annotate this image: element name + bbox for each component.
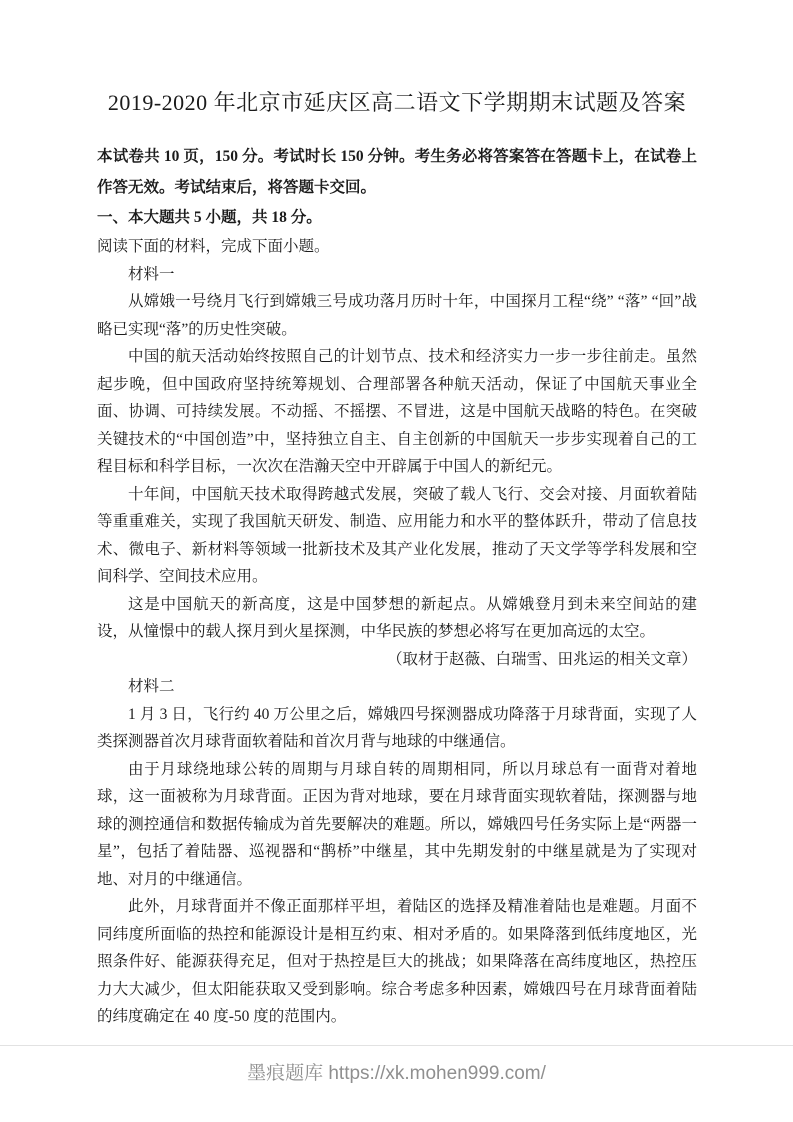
- footer-site-link[interactable]: https://xk.mohen999.com/: [328, 1063, 546, 1084]
- material-two-paragraph: 1 月 3 日，飞行约 40 万公里之后，嫦娥四号探测器成功降落于月球背面，实现了人类探测器首次月球背面软着陆和首次月背与地球的中继通信。: [97, 705, 697, 750]
- material-one-paragraph: 十年间，中国航天技术取得跨越式发展，突破了载人飞行、交会对接、月面软着陆等重重难关，实现了我国航天研发、制造、应用能力和水平的整体跃升，带动了信息技术、微电子、新材料等领域一批新技术及其产业化发展，推动了天文学等学科发展和空间科学、空间技术应用。: [97, 485, 697, 585]
- material-one-paragraph: 中国的航天活动始终按照自己的计划节点、技术和经济实力一步一步往前走。虽然起步晚，但中国政府坚持统筹规划、合理部署各种航天活动，保证了中国航天事业全面、协调、可持续发展。不动摇、不摇摆、不冒进，这是中国航天战略的特色。在突破关键技术的“中国创造”中，坚持独立自主、自主创新的中国航天一步步实现着自己的工程目标和科学目标，一次次在浩瀚天空中开辟属于中国人的新纪元。: [97, 348, 697, 475]
- footer: [0, 1058, 793, 1085]
- section-heading: 一、本大题共 5 小题，共 18 分。: [97, 209, 322, 226]
- material-one-paragraph: 从嫦娥一号绕月飞行到嫦娥三号成功落月历时十年，中国探月工程“绕” “落” “回”战略已实现“落”的历史性突破。: [97, 293, 697, 338]
- document-body: [97, 86, 697, 1031]
- page-title: 2019-2020 年北京市延庆区高二语文下学期期末试题及答案: [107, 90, 687, 115]
- source-attribution: （取材于赵薇、白瑞雪、田兆运的相关文章）: [386, 650, 697, 668]
- material-two-paragraph: 此外，月球背面并不像正面那样平坦，着陆区的选择及精准着陆也是难题。月面不同纬度所面临的热控和能源设计是相互约束、相对矛盾的。如果降落到低纬度地区，光照条件好、能源获得充足，但对于热控是巨大的挑战；如果降落在高纬度地区，热控压力大大减少，但太阳能获取又受到影响。综合考虑多种因素，嫦娥四号在月球背面着陆的纬度确定在 40 度-50 度的范围内。: [97, 898, 697, 1025]
- material-two-label: 材料二: [128, 678, 175, 695]
- exam-notice: 本试卷共 10 页，150 分。考试时长 150 分钟。考生务必将答案答在答题卡上，在试卷上作答无效。考试结束后，将答题卡交回。: [97, 148, 697, 196]
- material-one-label: 材料一: [128, 265, 175, 283]
- reading-instruction: 阅读下面的材料，完成下面小题。: [97, 238, 330, 255]
- material-one-paragraph: 这是中国航天的新高度，这是中国梦想的新起点。从嫦娥登月到未来空间站的建设，从憧憬中的载人探月到火星探测，中华民族的梦想必将写在更加高远的太空。: [97, 595, 697, 640]
- footer-divider: [0, 1045, 793, 1046]
- material-two-paragraph: 由于月球绕地球公转的周期与月球自转的周期相同，所以月球总有一面背对着地球，这一面被称为月球背面。正因为背对地球，要在月球背面实现软着陆，探测器与地球的测控通信和数据传输成为首先要解决的难题。所以，嫦娥四号任务实际上是“两器一星”，包括了着陆器、巡视器和“鹊桥”中继星，其中先期发射的中继星就是为了实现对地、对月的中继通信。: [97, 760, 697, 888]
- footer-site-name: 墨痕题库: [247, 1063, 324, 1084]
